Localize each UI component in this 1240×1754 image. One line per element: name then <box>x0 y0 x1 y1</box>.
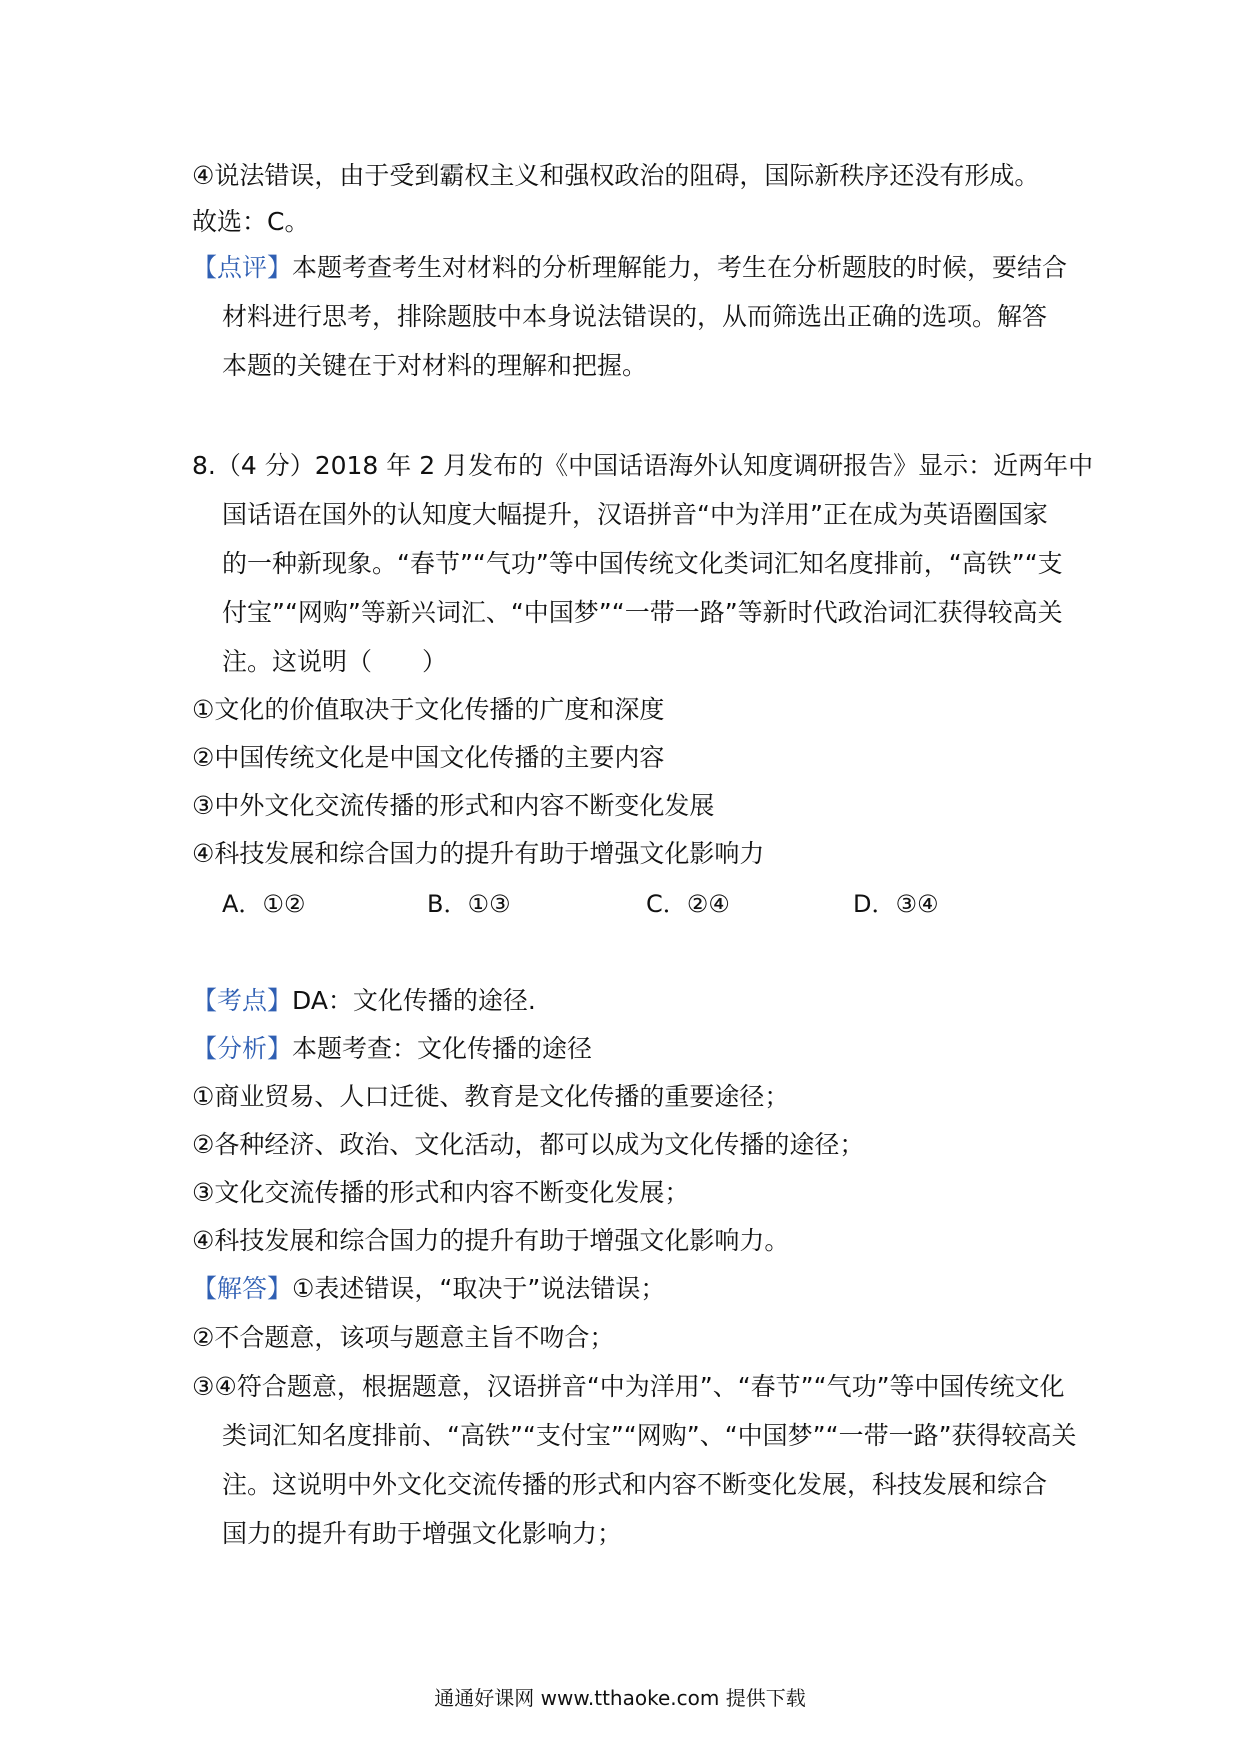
statement-item: ③中外文化交流传播的形式和内容不断变化发展 <box>192 791 715 820</box>
question-stem: 付宝”“网购”等新兴词汇、“中国梦”“一带一路”等新时代政治词汇获得较高关 <box>222 598 1063 627</box>
fenxi-text: 本题考查：文化传播的途径 <box>292 1034 593 1063</box>
statement-item: ④科技发展和综合国力的提升有助于增强文化影响力 <box>192 839 765 868</box>
jieda-text: ①表述错误，“取决于”说法错误； <box>292 1274 666 1303</box>
text-line: ④说法错误，由于受到霸权主义和强权政治的阻碍，国际新秩序还没有形成。 <box>192 161 1040 190</box>
statement-item: ②中国传统文化是中国文化传播的主要内容 <box>192 743 665 772</box>
page-footer: 通通好课网 www.tthaoke.com 提供下载 <box>434 1686 806 1710</box>
option-b: B．①③ <box>427 890 511 918</box>
review-text: 本题考查考生对材料的分析理解能力，考生在分析题肢的时候，要结合 <box>292 253 1068 282</box>
text-line: 故选：C。 <box>192 207 310 236</box>
question-stem: 国话语在国外的认知度大幅提升，汉语拼音“中为洋用”正在成为英语圈国家 <box>222 500 1048 529</box>
fenxi-label: 【分析】 <box>192 1034 293 1063</box>
jieda-line: ③④符合题意，根据题意，汉语拼音“中为洋用”、“春节”“气功”等中国传统文化 <box>192 1372 1065 1401</box>
analysis-point: ④科技发展和综合国力的提升有助于增强文化影响力。 <box>192 1226 790 1255</box>
option-a: A．①② <box>222 890 306 918</box>
analysis-point: ②各种经济、政治、文化活动，都可以成为文化传播的途径； <box>192 1130 865 1159</box>
review-label: 【点评】 <box>192 253 293 282</box>
question-stem: 的一种新现象。“春节”“气功”等中国传统文化类词汇知名度排前，“高铁”“支 <box>222 549 1063 578</box>
text-line: 本题的关键在于对材料的理解和把握。 <box>222 351 648 380</box>
jieda-line: 注。这说明中外文化交流传播的形式和内容不断变化发展，科技发展和综合 <box>222 1470 1048 1499</box>
jieda-label: 【解答】 <box>192 1274 293 1303</box>
analysis-point: ①商业贸易、人口迁徙、教育是文化传播的重要途径； <box>192 1082 790 1111</box>
text-line: 材料进行思考，排除题肢中本身说法错误的，从而筛选出正确的选项。解答 <box>222 302 1048 331</box>
review-line <box>192 250 1067 286</box>
jieda-line: 国力的提升有助于增强文化影响力； <box>222 1519 623 1548</box>
question-stem: 注。这说明（ ） <box>222 647 448 676</box>
jieda-line: ②不合题意，该项与题意主旨不吻合； <box>192 1323 615 1352</box>
jieda-line: 类词汇知名度排前、“高铁”“支付宝”“网购”、“中国梦”“一带一路”获得较高关 <box>222 1421 1077 1450</box>
question-stem: 8.（4 分）2018 年 2 月发布的《中国话语海外认知度调研报告》显示：近两年中 <box>192 451 1094 480</box>
statement-item: ①文化的价值取决于文化传播的广度和深度 <box>192 695 665 724</box>
jieda-line <box>192 1271 665 1307</box>
kaodian-label: 【考点】 <box>192 986 293 1015</box>
kaodian-line <box>192 983 536 1019</box>
fenxi-line <box>192 1031 592 1067</box>
analysis-point: ③文化交流传播的形式和内容不断变化发展； <box>192 1178 690 1207</box>
option-d: D．③④ <box>853 890 939 918</box>
option-c: C．②④ <box>646 890 730 918</box>
kaodian-text: DA：文化传播的途径. <box>292 986 536 1015</box>
